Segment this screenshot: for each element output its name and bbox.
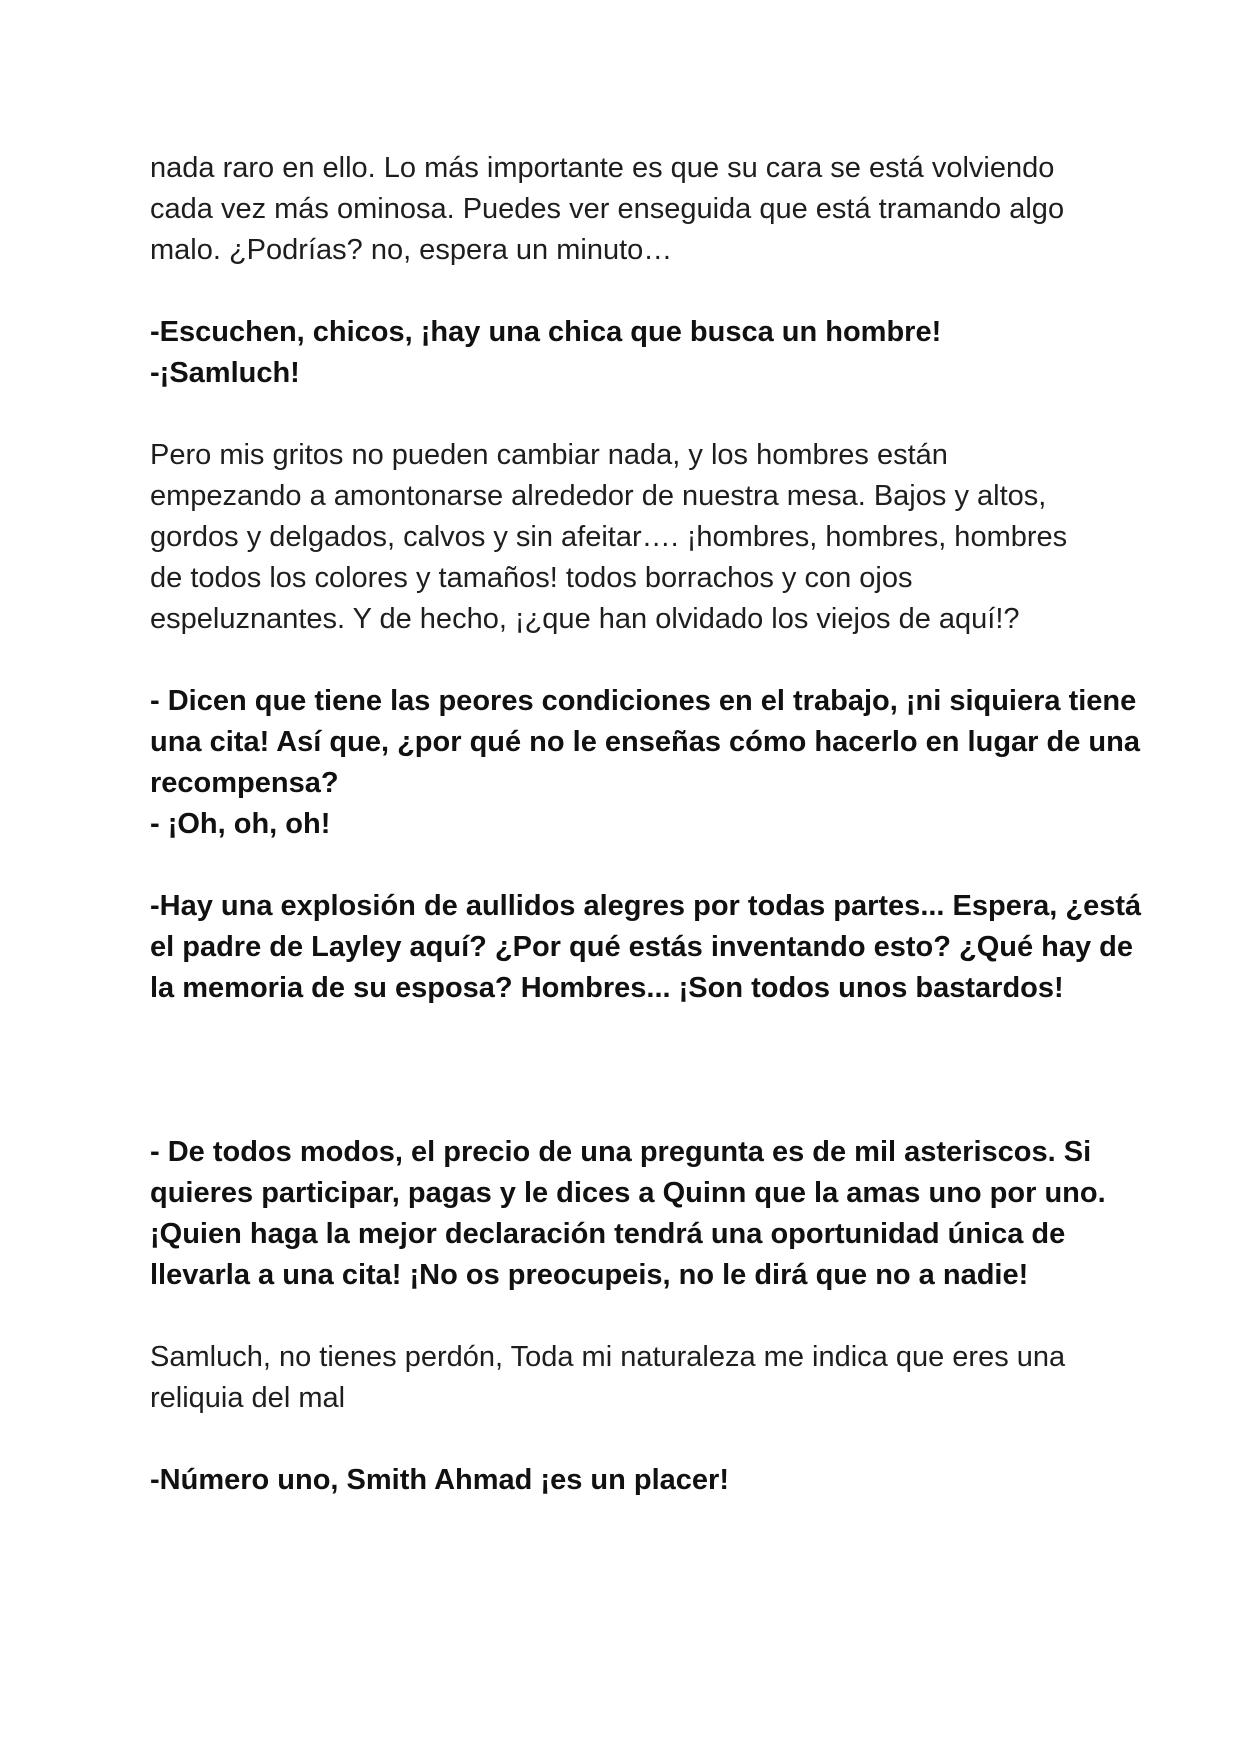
text-line: - De todos modos, el precio de una pregunta es de mil asteriscos. Si — [150, 1136, 1092, 1168]
paragraph-narration-1 — [150, 148, 1110, 271]
paragraph-narration-3 — [150, 1337, 1110, 1419]
paragraph-dialogue-1 — [150, 312, 1110, 394]
paragraph-dialogue-2 — [150, 681, 1140, 845]
text-line: -Hay una explosión de aullidos alegres por todas partes... Espera, ¿está — [150, 890, 1142, 922]
paragraph-gap — [150, 845, 1110, 886]
paragraph-dialogue-5 — [150, 1460, 1110, 1501]
text-line: malo. ¿Podrías? no, espera un minuto… — [150, 234, 673, 266]
text-line: el padre de Layley aquí? ¿Por qué estás inventando esto? ¿Qué hay de — [150, 931, 1134, 963]
text-line: - Dicen que tiene las peores condiciones en el trabajo, ¡ni siquiera tiene — [150, 685, 1137, 717]
text-line: -¡Samluch! — [150, 357, 300, 389]
text-line: - ¡Oh, oh, oh! — [150, 808, 331, 840]
paragraph-gap — [150, 394, 1110, 435]
paragraph-gap — [150, 1009, 1110, 1132]
text-line: de todos los colores y tamaños! todos borrachos y con ojos — [150, 562, 913, 594]
text-line: una cita! Así que, ¿por qué no le enseñas cómo hacerlo en lugar de una — [150, 726, 1140, 758]
text-line: Pero mis gritos no pueden cambiar nada, y los hombres están — [150, 439, 948, 471]
text-line: quieres participar, pagas y le dices a Quinn que la amas uno por uno. — [150, 1177, 1106, 1209]
document-page — [150, 148, 1142, 1501]
paragraph-gap — [150, 640, 1110, 681]
text-line: -Número uno, Smith Ahmad ¡es un placer! — [150, 1464, 729, 1496]
paragraph-dialogue-4 — [150, 1132, 1110, 1296]
paragraph-gap — [150, 1296, 1110, 1337]
paragraph-gap — [150, 1419, 1110, 1460]
text-line: espeluznantes. Y de hecho, ¡¿que han olvidado los viejos de aquí!? — [150, 603, 1020, 635]
text-line: Samluch, no tienes perdón, Toda mi naturaleza me indica que eres una — [150, 1341, 1066, 1373]
text-line: empezando a amontonarse alrededor de nuestra mesa. Bajos y altos, — [150, 480, 1047, 512]
text-line: reliquia del mal — [150, 1382, 346, 1414]
paragraph-narration-2 — [150, 435, 1110, 640]
text-line: -Escuchen, chicos, ¡hay una chica que busca un hombre! — [150, 316, 942, 348]
paragraph-dialogue-3 — [150, 886, 1142, 1009]
text-line: recompensa? — [150, 767, 339, 799]
text-line: gordos y delgados, calvos y sin afeitar…. ¡hombres, hombres, hombres — [150, 521, 1068, 553]
text-line: cada vez más ominosa. Puedes ver enseguida que está tramando algo — [150, 193, 1065, 225]
text-line: ¡Quien haga la mejor declaración tendrá una oportunidad única de — [150, 1218, 1066, 1250]
text-line: nada raro en ello. Lo más importante es que su cara se está volviendo — [150, 152, 1055, 184]
paragraph-gap — [150, 271, 1110, 312]
text-line: llevarla a una cita! ¡No os preocupeis, no le dirá que no a nadie! — [150, 1259, 1029, 1291]
text-line: la memoria de su esposa? Hombres... ¡Son todos unos bastardos! — [150, 972, 1064, 1004]
